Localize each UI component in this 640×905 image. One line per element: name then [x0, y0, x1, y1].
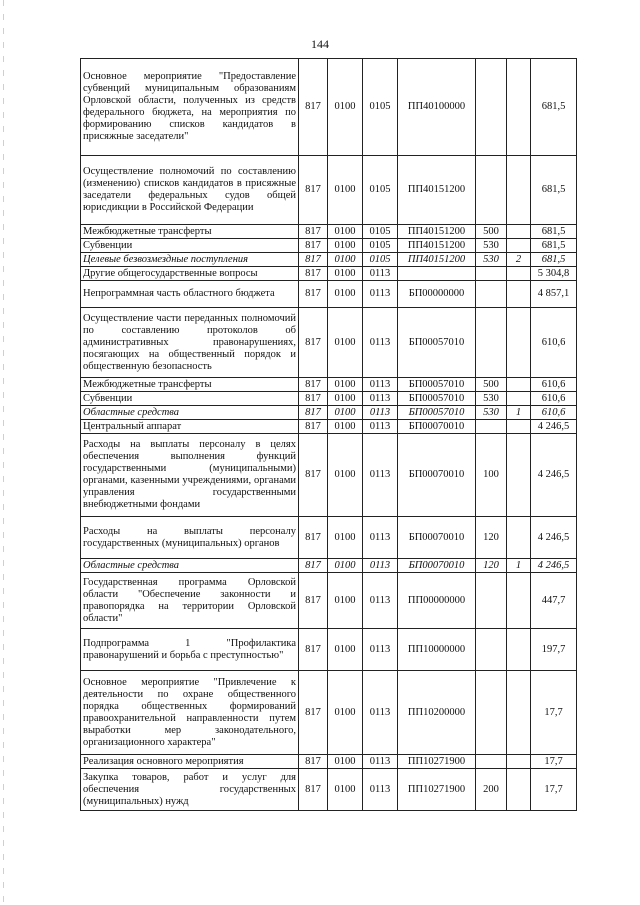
rz-cell: 0100: [328, 629, 363, 671]
glava-cell: 817: [299, 629, 328, 671]
csr-cell: БП00057010: [398, 308, 476, 378]
amount-cell: 4 857,1: [531, 281, 577, 308]
amount-cell: 4 246,5: [531, 420, 577, 434]
rz-cell: 0100: [328, 59, 363, 156]
table-row: [81, 378, 577, 392]
vr-cell: 530: [476, 392, 507, 406]
glava-cell: 817: [299, 378, 328, 392]
row-name-cell: Подпрограмма 1 "Профилактика правонарушений и борьба с преступностью": [81, 629, 299, 671]
source-cell: [507, 308, 531, 378]
vr-cell: 100: [476, 434, 507, 517]
source-cell: [507, 59, 531, 156]
csr-cell: БП00070010: [398, 420, 476, 434]
glava-cell: 817: [299, 281, 328, 308]
table-row: [81, 755, 577, 769]
budget-table: [80, 58, 577, 811]
table-row: [81, 769, 577, 811]
amount-cell: 17,7: [531, 671, 577, 755]
table-row: [81, 420, 577, 434]
glava-cell: 817: [299, 392, 328, 406]
row-name-cell: Центральный аппарат: [81, 420, 299, 434]
prz-cell: 0105: [363, 156, 398, 225]
rz-cell: 0100: [328, 378, 363, 392]
table-row: [81, 281, 577, 308]
source-cell: [507, 671, 531, 755]
row-name-cell: Осуществление полномочий по составлению (изменению) списков кандидатов в присяжные заседатели федеральных судов общей юрисдикции в Российской Федерации: [81, 156, 299, 225]
csr-cell: ПП40151200: [398, 239, 476, 253]
prz-cell: 0113: [363, 281, 398, 308]
source-cell: 1: [507, 559, 531, 573]
row-name-cell: Осуществление части переданных полномочий по составлению протоколов об административных правонарушениях, посягающих на общественный порядок и общественную безопасность: [81, 308, 299, 378]
prz-cell: 0105: [363, 225, 398, 239]
source-cell: [507, 156, 531, 225]
source-cell: [507, 755, 531, 769]
source-cell: [507, 392, 531, 406]
csr-cell: БП00070010: [398, 559, 476, 573]
rz-cell: 0100: [328, 156, 363, 225]
prz-cell: 0113: [363, 559, 398, 573]
vr-cell: 500: [476, 378, 507, 392]
source-cell: 2: [507, 253, 531, 267]
table-row: [81, 239, 577, 253]
row-name-cell: Государственная программа Орловской области "Обеспечение законности и правопорядка на территории Орловской области": [81, 573, 299, 629]
csr-cell: БП00057010: [398, 392, 476, 406]
source-cell: [507, 225, 531, 239]
page-number: 144: [311, 37, 329, 51]
rz-cell: 0100: [328, 281, 363, 308]
row-name-cell: Другие общегосударственные вопросы: [81, 267, 299, 281]
glava-cell: 817: [299, 559, 328, 573]
csr-cell: ПП40151200: [398, 156, 476, 225]
prz-cell: 0113: [363, 755, 398, 769]
csr-cell: БП00070010: [398, 517, 476, 559]
row-name-cell: Реализация основного мероприятия: [81, 755, 299, 769]
glava-cell: 817: [299, 517, 328, 559]
row-name-cell: Основное мероприятие "Предоставление субвенций муниципальным образованиям Орловской области, полученных из средств федерального бюджета, на мероприятия по формированию списков кандидатов в присяжные заседатели": [81, 59, 299, 156]
row-name-cell: Закупка товаров, работ и услуг для обеспечения государственных (муниципальных) нужд: [81, 769, 299, 811]
vr-cell: [476, 281, 507, 308]
prz-cell: 0113: [363, 517, 398, 559]
amount-cell: 681,5: [531, 156, 577, 225]
csr-cell: ПП40100000: [398, 59, 476, 156]
row-name-cell: Межбюджетные трансферты: [81, 225, 299, 239]
source-cell: [507, 378, 531, 392]
table-row: [81, 671, 577, 755]
row-name-cell: Субвенции: [81, 239, 299, 253]
source-cell: [507, 517, 531, 559]
prz-cell: 0113: [363, 308, 398, 378]
prz-cell: 0113: [363, 434, 398, 517]
table-row: [81, 392, 577, 406]
source-cell: [507, 239, 531, 253]
glava-cell: 817: [299, 253, 328, 267]
rz-cell: 0100: [328, 392, 363, 406]
row-name-cell: Основное мероприятие "Привлечение к деятельности по охране общественного порядка общественных формирований правоохранительной направленности путем выработки мер законодательного, организационного характера": [81, 671, 299, 755]
rz-cell: 0100: [328, 420, 363, 434]
glava-cell: 817: [299, 755, 328, 769]
row-name-cell: Непрограммная часть областного бюджета: [81, 281, 299, 308]
table-row: [81, 59, 577, 156]
amount-cell: 5 304,8: [531, 267, 577, 281]
prz-cell: 0113: [363, 573, 398, 629]
amount-cell: 610,6: [531, 392, 577, 406]
rz-cell: 0100: [328, 671, 363, 755]
vr-cell: [476, 59, 507, 156]
amount-cell: 447,7: [531, 573, 577, 629]
rz-cell: 0100: [328, 559, 363, 573]
source-cell: [507, 434, 531, 517]
glava-cell: 817: [299, 406, 328, 420]
page-edge-mark: [3, 0, 4, 905]
glava-cell: 817: [299, 225, 328, 239]
amount-cell: 681,5: [531, 225, 577, 239]
row-name-cell: Областные средства: [81, 406, 299, 420]
vr-cell: 120: [476, 559, 507, 573]
vr-cell: [476, 629, 507, 671]
amount-cell: 610,6: [531, 308, 577, 378]
glava-cell: 817: [299, 156, 328, 225]
table-row: [81, 406, 577, 420]
table-row: [81, 517, 577, 559]
rz-cell: 0100: [328, 308, 363, 378]
rz-cell: 0100: [328, 406, 363, 420]
amount-cell: 4 246,5: [531, 559, 577, 573]
source-cell: [507, 629, 531, 671]
table-row: [81, 629, 577, 671]
csr-cell: ПП40151200: [398, 225, 476, 239]
source-cell: [507, 420, 531, 434]
glava-cell: 817: [299, 434, 328, 517]
vr-cell: 200: [476, 769, 507, 811]
table-row: [81, 434, 577, 517]
source-cell: [507, 573, 531, 629]
rz-cell: 0100: [328, 239, 363, 253]
csr-cell: БП00057010: [398, 406, 476, 420]
rz-cell: 0100: [328, 267, 363, 281]
prz-cell: 0113: [363, 267, 398, 281]
row-name-cell: Субвенции: [81, 392, 299, 406]
table-row: [81, 225, 577, 239]
rz-cell: 0100: [328, 769, 363, 811]
rz-cell: 0100: [328, 517, 363, 559]
vr-cell: 500: [476, 225, 507, 239]
row-name-cell: Межбюджетные трансферты: [81, 378, 299, 392]
prz-cell: 0113: [363, 769, 398, 811]
source-cell: [507, 769, 531, 811]
prz-cell: 0105: [363, 59, 398, 156]
glava-cell: 817: [299, 573, 328, 629]
table-row: [81, 559, 577, 573]
amount-cell: 197,7: [531, 629, 577, 671]
vr-cell: 530: [476, 239, 507, 253]
source-cell: [507, 281, 531, 308]
amount-cell: 610,6: [531, 378, 577, 392]
prz-cell: 0113: [363, 406, 398, 420]
glava-cell: 817: [299, 308, 328, 378]
amount-cell: 681,5: [531, 239, 577, 253]
source-cell: 1: [507, 406, 531, 420]
row-name-cell: Областные средства: [81, 559, 299, 573]
amount-cell: 4 246,5: [531, 517, 577, 559]
prz-cell: 0113: [363, 378, 398, 392]
row-name-cell: Расходы на выплаты персоналу в целях обеспечения выполнения функций государственными (муниципальными) органами, казенными учреждениями, органами управления государственными внебюджетными фондами: [81, 434, 299, 517]
vr-cell: [476, 420, 507, 434]
rz-cell: 0100: [328, 755, 363, 769]
vr-cell: [476, 755, 507, 769]
csr-cell: БП00057010: [398, 378, 476, 392]
vr-cell: 530: [476, 406, 507, 420]
prz-cell: 0113: [363, 420, 398, 434]
glava-cell: 817: [299, 59, 328, 156]
prz-cell: 0113: [363, 392, 398, 406]
vr-cell: [476, 573, 507, 629]
csr-cell: ПП10271900: [398, 769, 476, 811]
rz-cell: 0100: [328, 573, 363, 629]
amount-cell: 4 246,5: [531, 434, 577, 517]
glava-cell: 817: [299, 420, 328, 434]
prz-cell: 0105: [363, 239, 398, 253]
glava-cell: 817: [299, 671, 328, 755]
rz-cell: 0100: [328, 434, 363, 517]
csr-cell: ПП10271900: [398, 755, 476, 769]
prz-cell: 0105: [363, 253, 398, 267]
amount-cell: 17,7: [531, 755, 577, 769]
rz-cell: 0100: [328, 253, 363, 267]
prz-cell: 0113: [363, 671, 398, 755]
vr-cell: [476, 308, 507, 378]
csr-cell: ПП00000000: [398, 573, 476, 629]
vr-cell: 530: [476, 253, 507, 267]
amount-cell: 17,7: [531, 769, 577, 811]
row-name-cell: Целевые безвозмездные поступления: [81, 253, 299, 267]
amount-cell: 681,5: [531, 59, 577, 156]
csr-cell: ПП10000000: [398, 629, 476, 671]
csr-cell: БП00070010: [398, 434, 476, 517]
glava-cell: 817: [299, 267, 328, 281]
csr-cell: ПП40151200: [398, 253, 476, 267]
amount-cell: 681,5: [531, 253, 577, 267]
vr-cell: 120: [476, 517, 507, 559]
prz-cell: 0113: [363, 629, 398, 671]
vr-cell: [476, 671, 507, 755]
glava-cell: 817: [299, 769, 328, 811]
vr-cell: [476, 267, 507, 281]
rz-cell: 0100: [328, 225, 363, 239]
glava-cell: 817: [299, 239, 328, 253]
table-row: [81, 156, 577, 225]
row-name-cell: Расходы на выплаты персоналу государственных (муниципальных) органов: [81, 517, 299, 559]
budget-table-body: [81, 59, 577, 811]
csr-cell: ПП10200000: [398, 671, 476, 755]
source-cell: [507, 267, 531, 281]
table-row: [81, 573, 577, 629]
vr-cell: [476, 156, 507, 225]
table-row: [81, 267, 577, 281]
amount-cell: 610,6: [531, 406, 577, 420]
table-row: [81, 308, 577, 378]
csr-cell: БП00000000: [398, 281, 476, 308]
csr-cell: [398, 267, 476, 281]
table-row: [81, 253, 577, 267]
